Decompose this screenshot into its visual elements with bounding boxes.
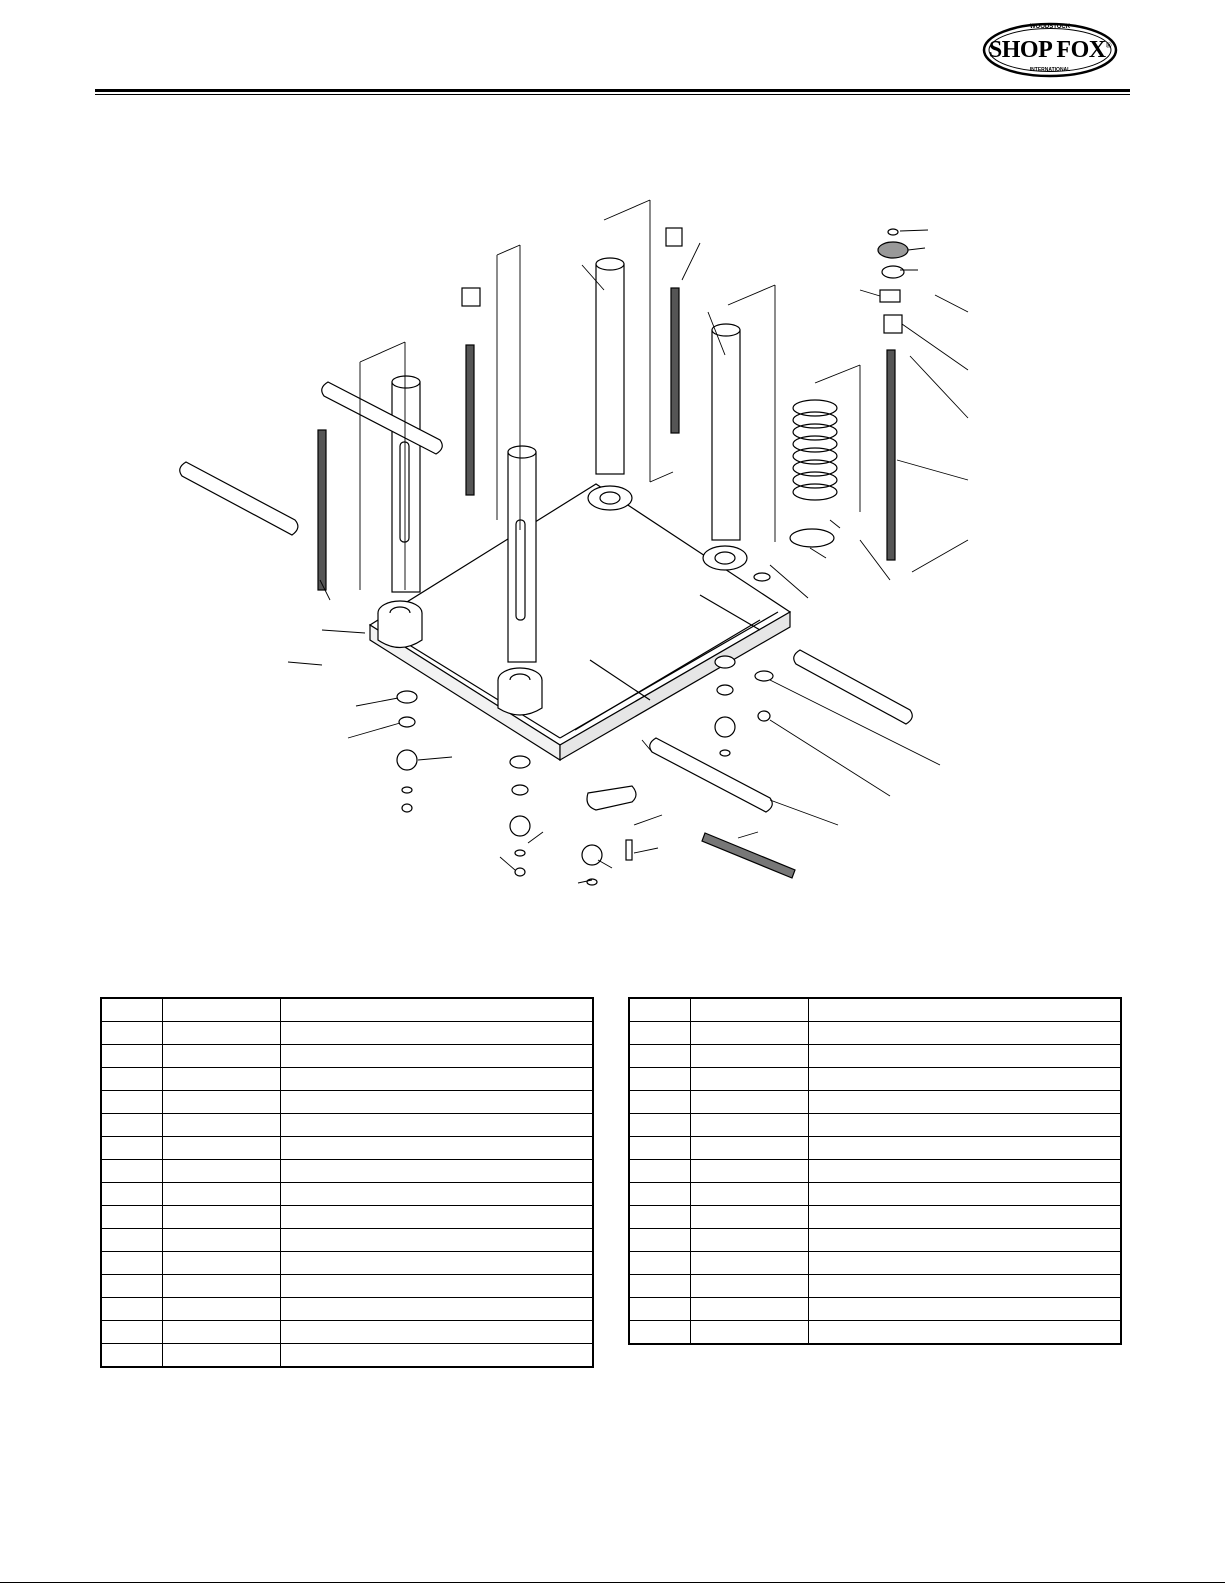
table-row bbox=[629, 1183, 1121, 1206]
table-row bbox=[629, 1229, 1121, 1252]
parts-table-left bbox=[100, 997, 594, 1368]
logo-top-text: WOODSTOCK bbox=[1029, 24, 1071, 30]
table-row bbox=[101, 1229, 593, 1252]
gear-assembly bbox=[878, 229, 908, 302]
table-row bbox=[101, 1091, 593, 1114]
table-row bbox=[101, 1114, 593, 1137]
table-row bbox=[629, 1321, 1121, 1345]
exploded-parts-diagram bbox=[0, 180, 1225, 900]
table-row bbox=[629, 1068, 1121, 1091]
table-row bbox=[629, 1275, 1121, 1298]
parts-table-right bbox=[628, 997, 1122, 1345]
table-row bbox=[629, 1160, 1121, 1183]
table-row bbox=[629, 1091, 1121, 1114]
table-row bbox=[629, 998, 1121, 1022]
table-row bbox=[629, 1022, 1121, 1045]
table-row bbox=[629, 1298, 1121, 1321]
table-row bbox=[101, 1252, 593, 1275]
table-row bbox=[101, 1022, 593, 1045]
spring bbox=[790, 400, 837, 547]
logo-bottom-text: INTERNATIONAL bbox=[1029, 67, 1071, 73]
table-row bbox=[101, 1137, 593, 1160]
table-row bbox=[629, 1206, 1121, 1229]
table-row bbox=[629, 1114, 1121, 1137]
table-row bbox=[101, 998, 593, 1022]
table-row bbox=[101, 1298, 593, 1321]
table-row bbox=[101, 1068, 593, 1091]
table-row bbox=[101, 1183, 593, 1206]
table-row bbox=[101, 1275, 593, 1298]
header-rule-thin bbox=[95, 94, 1130, 95]
footer-rule bbox=[0, 1582, 1225, 1583]
table-row bbox=[101, 1045, 593, 1068]
logo-brand-text: SHOP FOX® bbox=[988, 37, 1112, 63]
table-row bbox=[101, 1321, 593, 1344]
table-row bbox=[101, 1160, 593, 1183]
table-row bbox=[629, 1045, 1121, 1068]
shop-fox-logo bbox=[982, 22, 1118, 78]
header-rule-thick bbox=[95, 89, 1130, 92]
table-row bbox=[101, 1206, 593, 1229]
table-row bbox=[101, 1344, 593, 1368]
table-row bbox=[629, 1137, 1121, 1160]
chain bbox=[702, 833, 795, 878]
table-row bbox=[629, 1252, 1121, 1275]
